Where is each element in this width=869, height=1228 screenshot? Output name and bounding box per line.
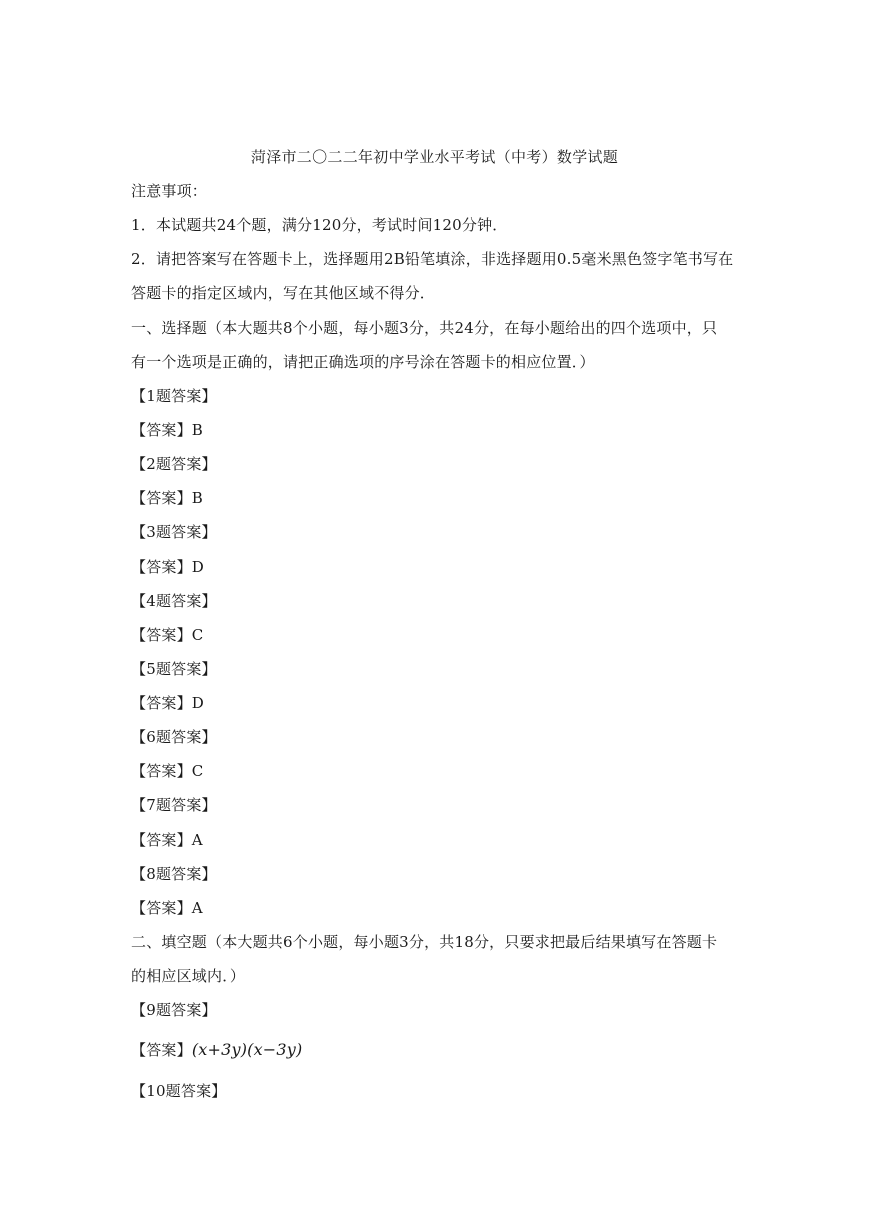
answer-prefix: 【答案】 — [131, 1041, 192, 1059]
question-1-answer: 【答案】B — [131, 421, 204, 439]
section-1-heading-line-2: 有一个选项是正确的，请把正确选项的序号涂在答题卡的相应位置．） — [131, 353, 595, 371]
notice-item-1: 1．本试题共24个题，满分120分，考试时间120分钟． — [131, 216, 508, 234]
section-2-heading-line-1: 二、填空题（本大题共6个小题，每小题3分，共18分，只要求把最后结果填写在答题卡 — [131, 933, 718, 951]
question-4-answer: 【答案】C — [131, 626, 204, 644]
question-1-label: 【1题答案】 — [131, 387, 217, 405]
question-10-label: 【10题答案】 — [131, 1082, 227, 1100]
question-7-answer: 【答案】A — [131, 831, 203, 849]
notice-item-2-line-1: 2．请把答案写在答题卡上，选择题用2B铅笔填涂，非选择题用0.5毫米黑色签字笔书写在 — [131, 250, 734, 268]
question-8-label: 【8题答案】 — [131, 865, 217, 883]
question-2-answer: 【答案】B — [131, 489, 204, 507]
question-6-answer: 【答案】C — [131, 762, 204, 780]
question-5-label: 【5题答案】 — [131, 660, 217, 678]
page-title: 菏泽市二〇二二年初中学业水平考试（中考）数学试题 — [250, 148, 619, 166]
question-7-label: 【7题答案】 — [131, 796, 217, 814]
question-4-label: 【4题答案】 — [131, 592, 217, 610]
question-5-answer: 【答案】D — [131, 694, 205, 712]
question-8-answer: 【答案】A — [131, 899, 203, 917]
notice-heading: 注意事项： — [131, 182, 208, 200]
notice-item-2-line-2: 答题卡的指定区域内，写在其他区域不得分． — [131, 284, 436, 302]
question-6-label: 【6题答案】 — [131, 728, 217, 746]
question-3-label: 【3题答案】 — [131, 523, 217, 541]
question-9-label: 【9题答案】 — [131, 1001, 217, 1019]
question-3-answer: 【答案】D — [131, 558, 205, 576]
question-2-label: 【2题答案】 — [131, 455, 217, 473]
math-expression: (x+3y)(x−3y) — [191, 1040, 303, 1059]
section-1-heading-line-1: 一、选择题（本大题共8个小题，每小题3分，共24分，在每小题给出的四个选项中，只 — [131, 319, 718, 337]
question-9-answer — [131, 1039, 302, 1060]
section-2-heading-line-2: 的相应区域内．） — [131, 967, 246, 985]
